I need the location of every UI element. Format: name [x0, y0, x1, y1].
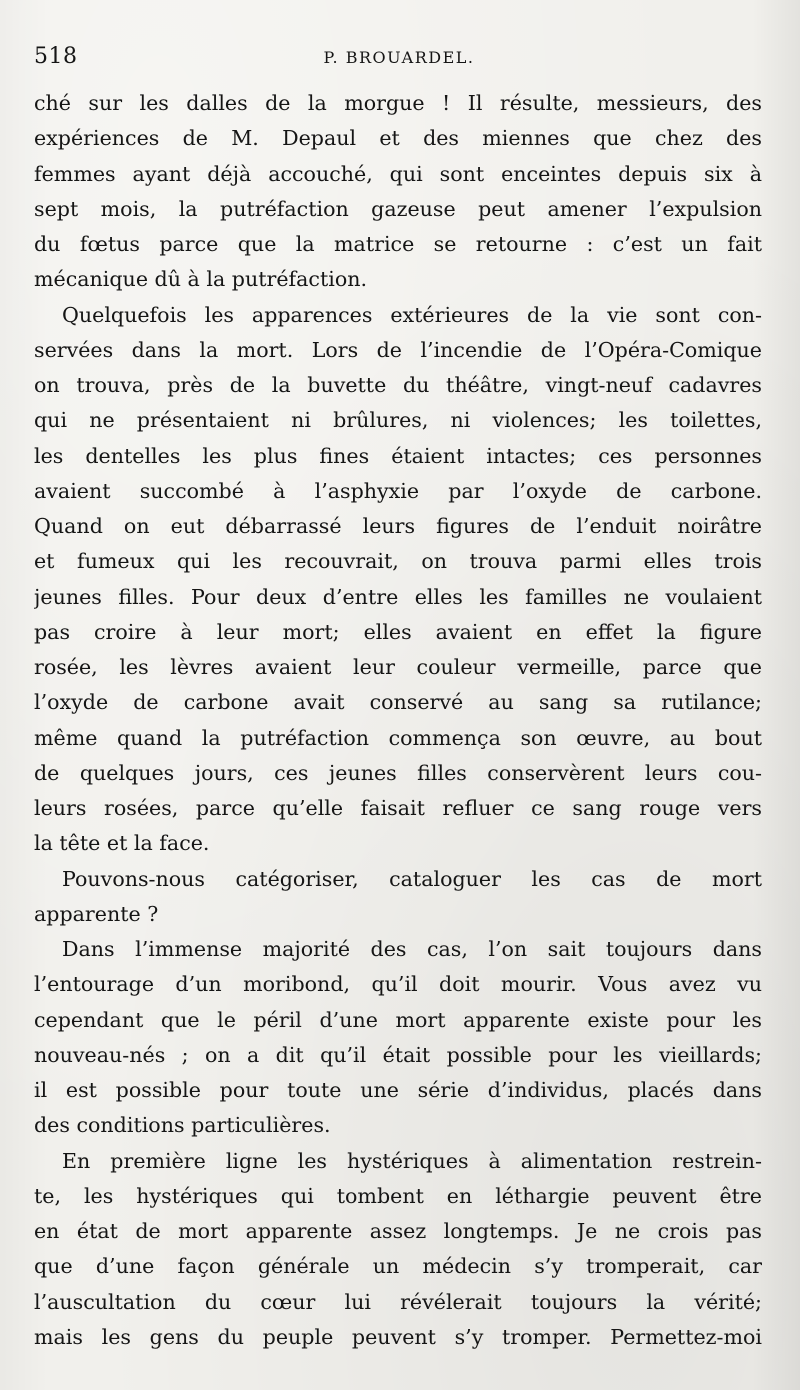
text-line: des conditions particulières. — [34, 1113, 331, 1138]
text-line: pas croire à leur mort; elles avaient en effet la figure — [34, 619, 762, 644]
text-line: Quand on eut débarrassé leurs figures de l’enduit noirâtre — [34, 514, 762, 538]
text-line: avaient succombé à l’asphyxie par l’oxyde de carbone. — [34, 478, 762, 503]
text-line: que d’une façon générale un médecin s’y tromperait, car — [34, 1254, 762, 1279]
text-line: même quand la putréfaction commença son œuvre, au bout — [34, 725, 762, 750]
body-text — [34, 86, 762, 1376]
text-line: Quelquefois les apparences extérieures de la vie sont con- — [62, 302, 762, 327]
text-line: et fumeux qui les recouvrait, on trouva parmi elles trois — [34, 549, 762, 574]
text-line: servées dans la mort. Lors de l’incendie de l’Opéra-Comique — [34, 337, 762, 362]
text-line: la tête et la face. — [34, 831, 210, 856]
text-line: du fœtus parce que la matrice se retourne : c’est un fait — [34, 232, 762, 256]
text-line: apparente ? — [34, 901, 159, 926]
text-line: femmes ayant déjà accouché, qui sont enceintes depuis six à — [34, 161, 762, 186]
paragraph — [34, 298, 762, 862]
text-line: nouveau-nés ; on a dit qu’il était possible pour les vieillards; — [34, 1042, 762, 1067]
text-line: te, les hystériques qui tombent en léthargie peuvent être — [34, 1183, 762, 1208]
text-line: rosée, les lèvres avaient leur couleur vermeille, parce que — [34, 655, 762, 679]
text-line: de quelques jours, ces jeunes filles conservèrent leurs cou- — [34, 760, 762, 785]
text-line: l’oxyde de carbone avait conservé au sang sa rutilance; — [34, 690, 762, 715]
text-line: mais les gens du peuple peuvent s’y tromper. Permettez-moi — [34, 1324, 762, 1349]
text-line: expériences de M. Depaul et des miennes que chez des — [34, 126, 762, 151]
text-line: l’entourage d’un moribond, qu’il doit mourir. Vous avez vu — [34, 972, 762, 997]
page-header — [34, 44, 764, 74]
text-line: ché sur les dalles de la morgue ! Il résulte, messieurs, des — [34, 91, 762, 115]
text-line: les dentelles les plus fines étaient intactes; ces personnes — [34, 443, 762, 468]
text-line: qui ne présentaient ni brûlures, ni violences; les toilettes, — [34, 408, 762, 433]
text-line: leurs rosées, parce qu’elle faisait refluer ce sang rouge vers — [34, 796, 762, 820]
paragraph — [34, 86, 762, 298]
text-line: Dans l’immense majorité des cas, l’on sait toujours dans — [62, 937, 762, 961]
text-line: jeunes filles. Pour deux d’entre elles les familles ne voulaient — [34, 584, 762, 609]
text-line: sept mois, la putréfaction gazeuse peut amener l’expulsion — [34, 196, 762, 221]
page-number: 518 — [34, 44, 78, 69]
text-line: cependant que le péril d’une mort apparente existe pour les — [34, 1007, 762, 1032]
text-line: on trouva, près de la buvette du théâtre, vingt-neuf cadavres — [34, 373, 762, 397]
text-line: Pouvons-nous catégoriser, cataloguer les cas de mort — [62, 866, 762, 891]
paragraph — [34, 862, 762, 933]
running-head: P. BROUARDEL. — [323, 48, 475, 67]
text-line: En première ligne les hystériques à alimentation restrein- — [62, 1148, 762, 1173]
paragraph — [34, 1144, 762, 1356]
text-line: il est possible pour toute une série d’individus, placés dans — [34, 1078, 762, 1102]
paragraph — [34, 932, 762, 1144]
text-line: mécanique dû à la putréfaction. — [34, 267, 368, 292]
text-line: en état de mort apparente assez longtemps. Je ne crois pas — [34, 1219, 762, 1243]
text-line: l’auscultation du cœur lui révélerait toujours la vérité; — [34, 1289, 762, 1314]
